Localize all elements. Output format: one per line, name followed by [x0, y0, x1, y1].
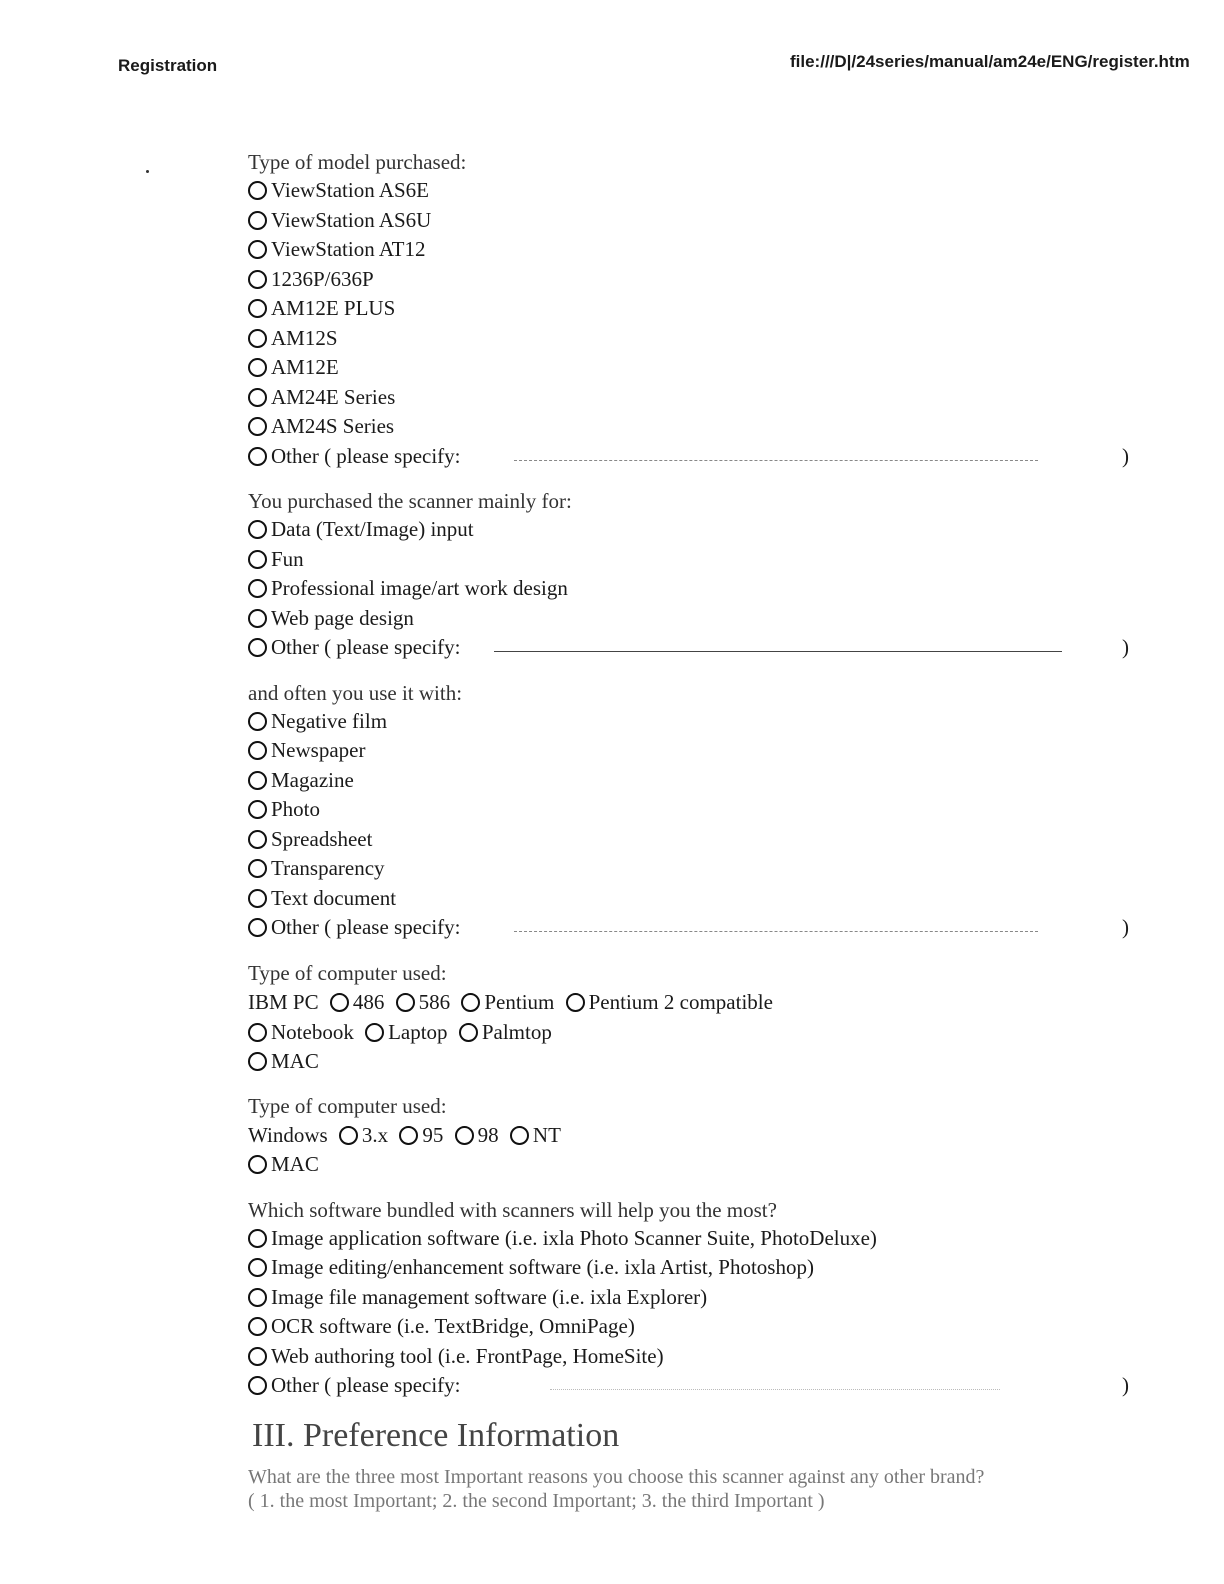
radio-icon[interactable] — [248, 417, 267, 436]
radio-icon[interactable] — [459, 1023, 478, 1042]
close-paren: ) — [1122, 443, 1129, 468]
usage-option[interactable] — [248, 766, 1148, 796]
option-label: Spreadsheet — [271, 826, 373, 851]
preference-note: ( 1. the most Important; 2. the second Important; 3. the third Important ) — [248, 1489, 825, 1512]
purpose-option[interactable] — [248, 515, 1148, 545]
specify-field[interactable] — [514, 931, 1038, 932]
usage-option[interactable] — [248, 825, 1148, 855]
option-label: MAC — [271, 1152, 319, 1176]
model-option[interactable] — [248, 324, 1148, 354]
option-label: Pentium 2 compatible — [588, 989, 773, 1014]
option-label: 3.x — [361, 1123, 389, 1147]
software-option[interactable] — [248, 1253, 1148, 1283]
radio-icon[interactable] — [248, 1376, 267, 1395]
option-label: Notebook — [271, 1019, 354, 1044]
radio-icon[interactable] — [248, 712, 267, 731]
close-paren: ) — [1122, 635, 1129, 659]
usage-section — [248, 679, 1148, 943]
software-option[interactable] — [248, 1312, 1148, 1342]
radio-icon[interactable] — [248, 550, 267, 569]
usage-question: and often you use it with: — [248, 680, 463, 705]
software-option[interactable] — [248, 1224, 1148, 1254]
radio-icon[interactable] — [248, 579, 267, 598]
option-label: 98 — [477, 1123, 499, 1147]
os-section — [248, 1092, 1148, 1180]
option-label: Data (Text/Image) input — [271, 517, 474, 541]
close-paren: ) — [1122, 1373, 1129, 1397]
preference-heading: III. Preference Information — [252, 1416, 620, 1454]
portable-row — [248, 1017, 1148, 1047]
usage-option[interactable] — [248, 736, 1148, 766]
windows-label: Windows — [248, 1123, 328, 1147]
close-paren: ) — [1122, 915, 1129, 939]
computer-section — [248, 959, 1148, 1077]
scan-speck — [146, 170, 149, 173]
radio-icon[interactable] — [330, 993, 349, 1012]
usage-option-other[interactable] — [248, 913, 1148, 943]
radio-icon[interactable] — [248, 1023, 267, 1042]
option-label: Text document — [271, 885, 397, 910]
purpose-section — [248, 487, 1148, 663]
mac-option[interactable] — [248, 1150, 1148, 1180]
usage-option[interactable] — [248, 707, 1148, 737]
radio-icon[interactable] — [248, 741, 267, 760]
software-question: Which software bundled with scanners will help you the most? — [248, 1197, 777, 1222]
mac-option[interactable] — [248, 1047, 1148, 1077]
option-label: MAC — [271, 1048, 319, 1073]
software-section — [248, 1196, 1148, 1401]
software-option[interactable] — [248, 1283, 1148, 1313]
model-option[interactable] — [248, 412, 1148, 442]
radio-icon[interactable] — [248, 1317, 267, 1336]
radio-icon[interactable] — [248, 638, 267, 657]
windows-row — [248, 1120, 1148, 1150]
option-label: Web authoring tool (i.e. FrontPage, HomeSite) — [271, 1343, 664, 1368]
radio-icon[interactable] — [461, 993, 480, 1012]
ibm-pc-label: IBM PC — [248, 989, 319, 1014]
software-option-other[interactable] — [248, 1371, 1148, 1401]
page-header-title: Registration — [118, 56, 218, 75]
specify-field[interactable] — [494, 651, 1062, 652]
ibm-pc-row — [248, 987, 1148, 1017]
radio-icon[interactable] — [248, 181, 267, 200]
option-label: AM12E PLUS — [271, 296, 396, 320]
option-label: Photo — [271, 797, 321, 821]
option-label: AM12E — [271, 355, 339, 379]
option-label: Image file management software (i.e. ixla Explorer) — [271, 1284, 708, 1309]
radio-icon[interactable] — [399, 1126, 418, 1145]
model-option[interactable] — [248, 383, 1148, 413]
option-label: 1236P/636P — [271, 266, 374, 291]
purpose-option[interactable] — [248, 574, 1148, 604]
option-label: 486 — [352, 989, 385, 1014]
radio-icon[interactable] — [248, 859, 267, 878]
model-option[interactable] — [248, 176, 1148, 206]
option-label: 586 — [418, 989, 451, 1014]
radio-icon[interactable] — [248, 830, 267, 849]
radio-icon[interactable] — [248, 771, 267, 790]
radio-icon[interactable] — [455, 1126, 474, 1145]
option-label: ViewStation AS6E — [271, 178, 429, 202]
option-label: Web page design — [271, 605, 414, 630]
option-label: Professional image/art work design — [271, 576, 568, 600]
radio-icon[interactable] — [248, 1347, 267, 1366]
option-label: OCR software (i.e. TextBridge, OmniPage) — [271, 1314, 635, 1338]
purpose-option[interactable] — [248, 545, 1148, 575]
purpose-question: You purchased the scanner mainly for: — [248, 489, 572, 513]
radio-icon[interactable] — [339, 1126, 358, 1145]
radio-icon[interactable] — [248, 388, 267, 407]
radio-icon[interactable] — [248, 520, 267, 539]
specify-field[interactable] — [550, 1389, 1000, 1390]
purpose-option[interactable] — [248, 604, 1148, 634]
computer-question: Type of computer used: — [248, 960, 447, 985]
option-label: 95 — [422, 1123, 444, 1147]
radio-icon[interactable] — [248, 270, 267, 289]
preference-question: What are the three most Important reasons you choose this scanner against any other brand? — [248, 1465, 985, 1488]
option-label: Image application software (i.e. ixla Photo Scanner Suite, PhotoDeluxe) — [271, 1225, 877, 1250]
radio-icon[interactable] — [248, 447, 267, 466]
option-label: Fun — [271, 546, 304, 571]
model-section — [248, 148, 1148, 471]
option-label: ViewStation AS6U — [271, 207, 432, 232]
radio-icon[interactable] — [248, 329, 267, 348]
option-label: Other ( please specify: — [271, 635, 461, 659]
option-label: Palmtop — [481, 1019, 552, 1044]
page-header-url: file:///D|/24series/manual/am24e/ENG/register.htm — [790, 52, 1190, 71]
radio-icon[interactable] — [365, 1023, 384, 1042]
specify-field[interactable] — [514, 460, 1038, 461]
radio-icon[interactable] — [248, 1258, 267, 1277]
radio-icon[interactable] — [248, 240, 267, 259]
radio-icon[interactable] — [248, 889, 267, 908]
option-label: Other ( please specify: — [271, 1373, 461, 1397]
option-label: Image editing/enhancement software (i.e. ixla Artist, Photoshop) — [271, 1255, 814, 1279]
radio-icon[interactable] — [248, 609, 267, 628]
option-label: NT — [532, 1123, 561, 1147]
option-label: Pentium — [484, 989, 555, 1014]
option-label: ViewStation AT12 — [271, 237, 426, 261]
model-option[interactable] — [248, 206, 1148, 236]
radio-icon[interactable] — [248, 1052, 267, 1071]
model-question: Type of model purchased: — [248, 150, 467, 174]
option-label: Laptop — [388, 1019, 448, 1044]
radio-icon[interactable] — [248, 211, 267, 230]
option-label: AM24E Series — [271, 384, 396, 409]
purpose-option-other[interactable] — [248, 633, 1148, 663]
registration-form — [248, 148, 1148, 1513]
model-option[interactable] — [248, 353, 1148, 383]
option-label: Magazine — [271, 767, 354, 792]
radio-icon[interactable] — [248, 299, 267, 318]
radio-icon[interactable] — [248, 358, 267, 377]
radio-icon[interactable] — [396, 993, 415, 1012]
option-label: Newspaper — [271, 738, 366, 762]
usage-option[interactable] — [248, 884, 1148, 914]
radio-icon[interactable] — [248, 1155, 267, 1174]
model-option[interactable] — [248, 265, 1148, 295]
model-option[interactable] — [248, 235, 1148, 265]
radio-icon[interactable] — [248, 1229, 267, 1248]
usage-option[interactable] — [248, 795, 1148, 825]
option-label: Other ( please specify: — [271, 915, 461, 939]
radio-icon[interactable] — [566, 993, 585, 1012]
radio-icon[interactable] — [248, 918, 267, 937]
option-label: Other ( please specify: — [271, 443, 461, 468]
option-label: AM12S — [271, 325, 338, 350]
option-label: Transparency — [271, 856, 385, 880]
os-question: Type of computer used: — [248, 1094, 447, 1118]
radio-icon[interactable] — [510, 1126, 529, 1145]
option-label: Negative film — [271, 708, 388, 733]
option-label: AM24S Series — [271, 414, 395, 438]
model-option[interactable] — [248, 294, 1148, 324]
model-option-other[interactable] — [248, 442, 1148, 472]
radio-icon[interactable] — [248, 800, 267, 819]
radio-icon[interactable] — [248, 1288, 267, 1307]
usage-option[interactable] — [248, 854, 1148, 884]
software-option[interactable] — [248, 1342, 1148, 1372]
